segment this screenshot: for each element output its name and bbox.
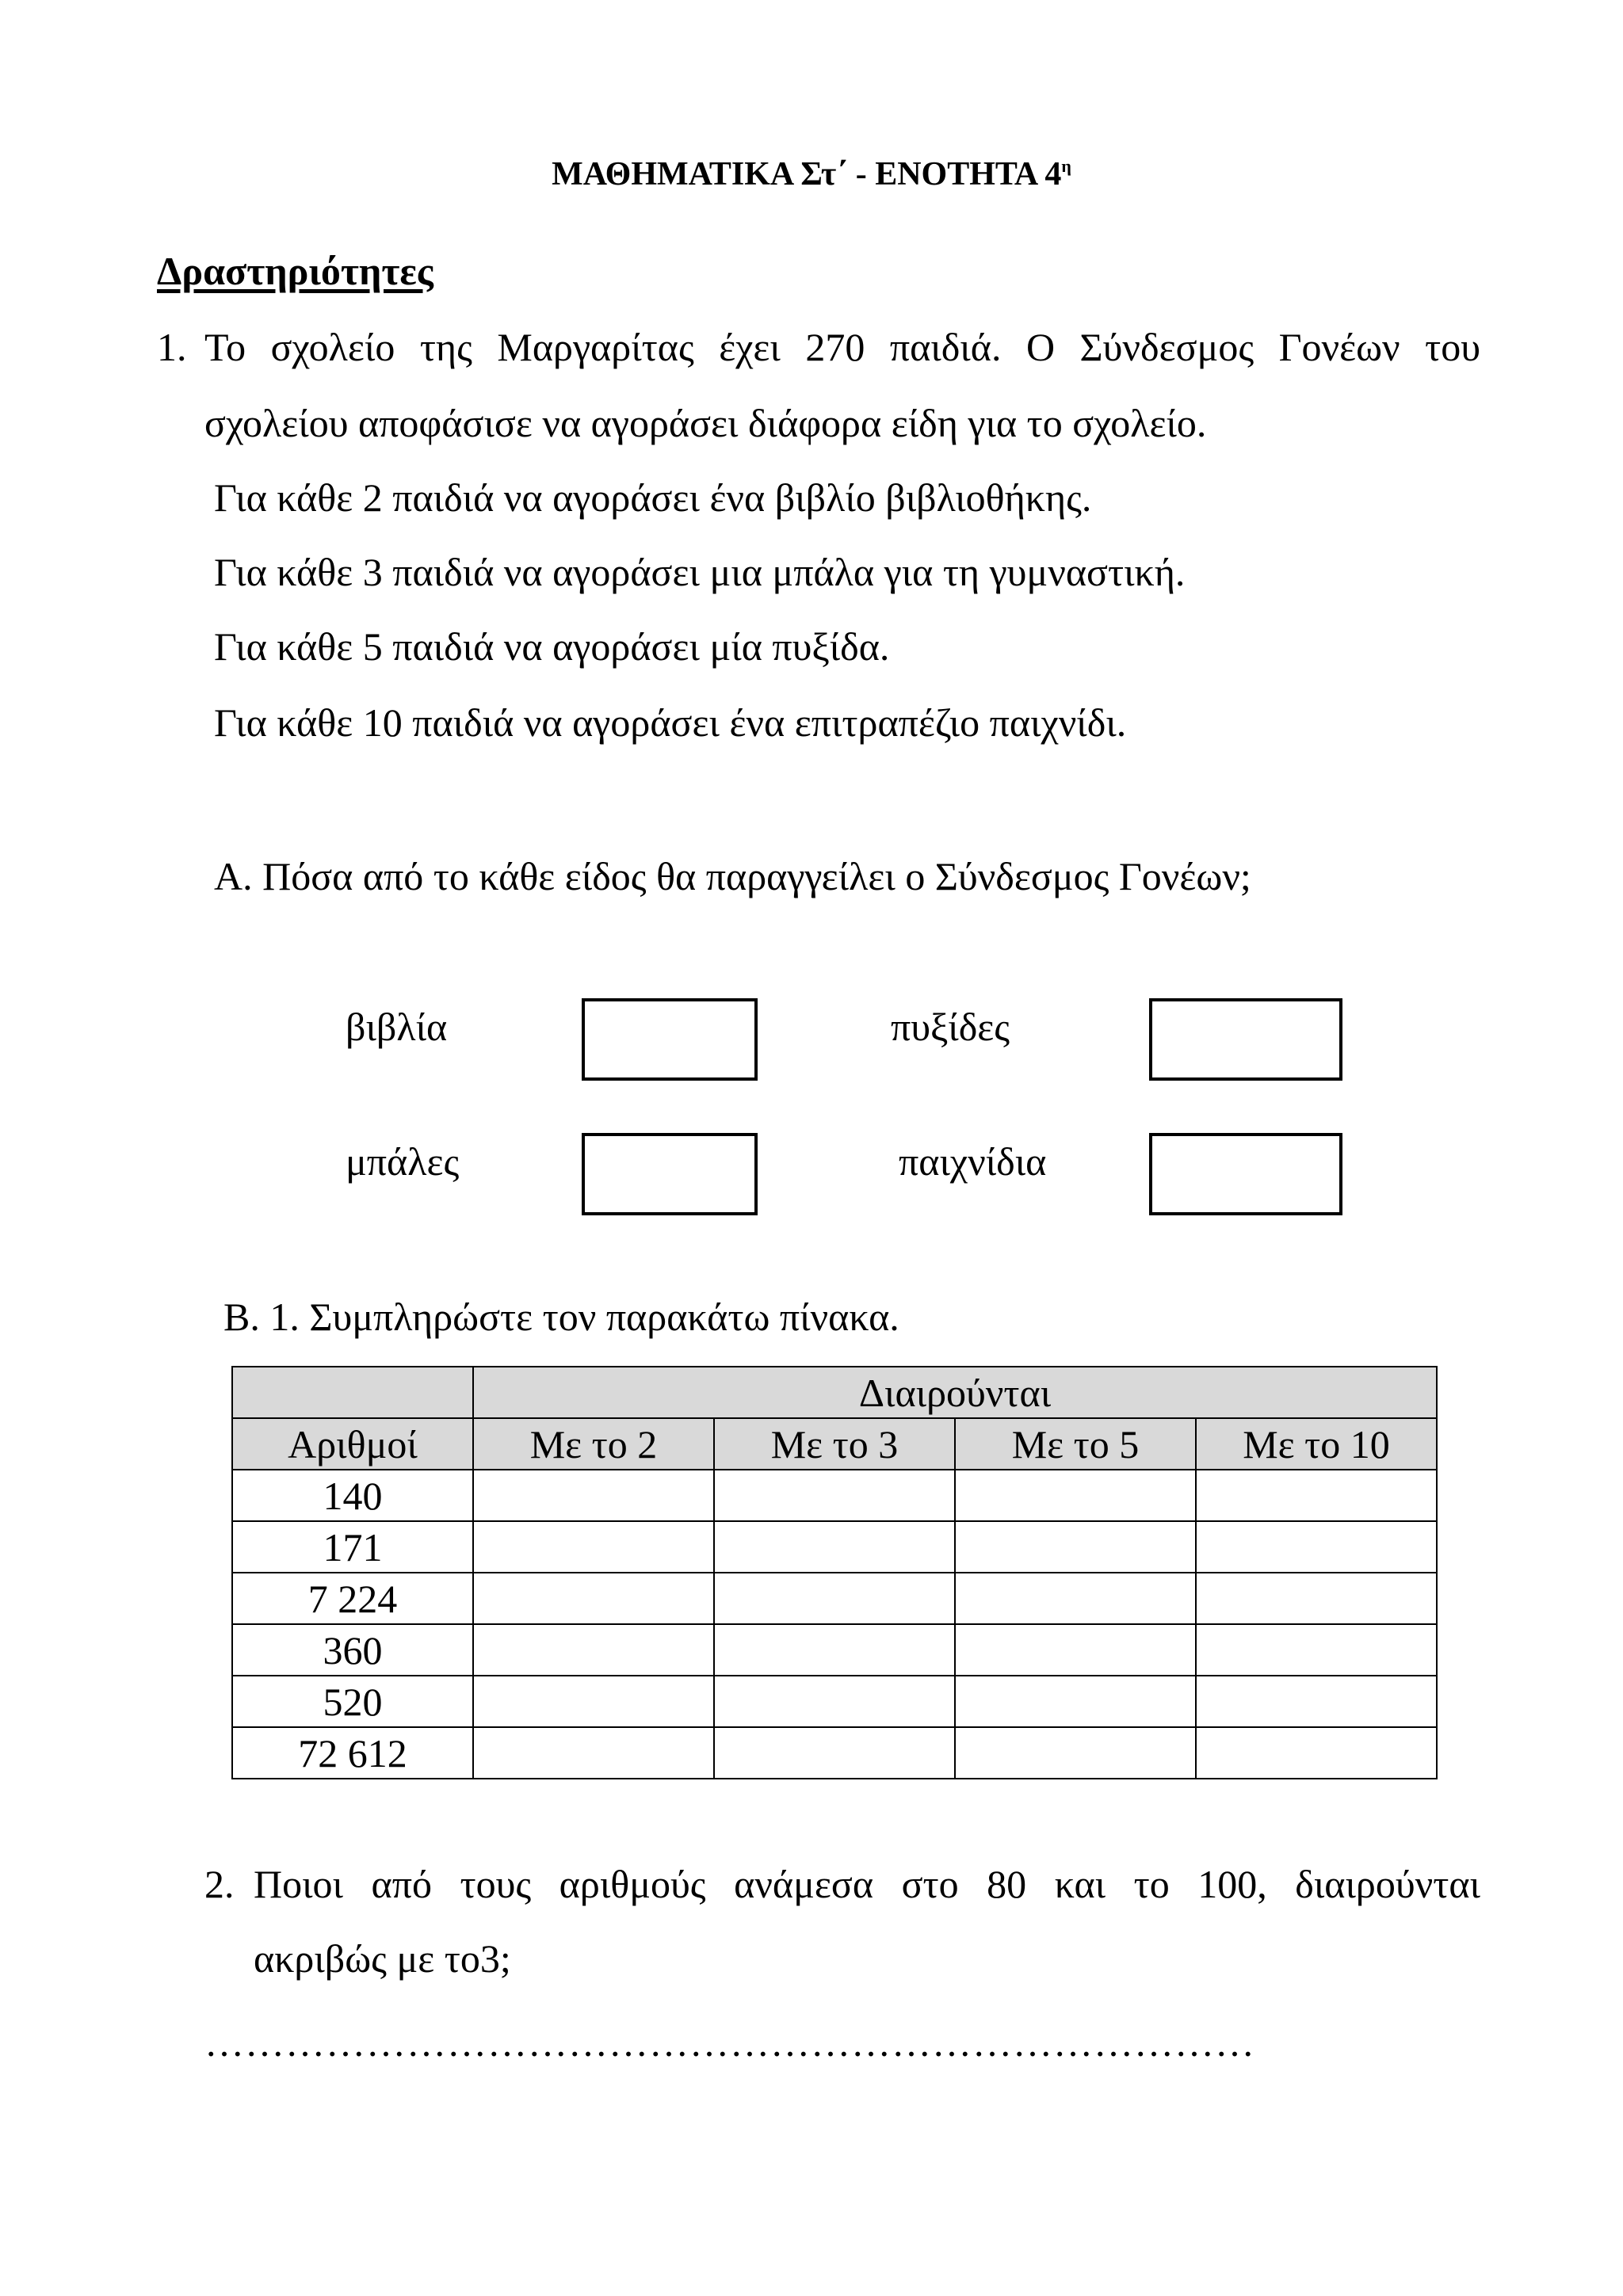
rule-item: Για κάθε 10 παιδιά να αγοράσει ένα επιτραπέζιο παιχνίδι. bbox=[214, 700, 1127, 745]
table-answer-cell[interactable] bbox=[714, 1727, 955, 1779]
page-title-superscript: η bbox=[1061, 156, 1071, 176]
question-2-line-2: ακριβώς με το3; bbox=[254, 1936, 511, 1981]
table-row bbox=[232, 1676, 1437, 1727]
question-1-line-1: Το σχολείο της Μαργαρίτας έχει 270 παιδιά. Ο Σύνδεσμος Γονέων του bbox=[204, 325, 1480, 369]
table-row bbox=[232, 1727, 1437, 1779]
table-answer-cell[interactable] bbox=[714, 1624, 955, 1676]
table-row bbox=[232, 1470, 1437, 1521]
table-answer-cell[interactable] bbox=[955, 1727, 1196, 1779]
table-answer-cell[interactable] bbox=[714, 1676, 955, 1727]
table-column-header: Με το 3 bbox=[714, 1418, 955, 1470]
table-column-header: Με το 10 bbox=[1196, 1418, 1437, 1470]
games-label: παιχνίδια bbox=[899, 1139, 1047, 1184]
table-answer-cell[interactable] bbox=[955, 1624, 1196, 1676]
table-answer-cell[interactable] bbox=[1196, 1676, 1437, 1727]
table-corner-cell bbox=[232, 1367, 473, 1418]
table-answer-cell[interactable] bbox=[473, 1624, 714, 1676]
table-number-cell: 7 224 bbox=[232, 1573, 473, 1624]
question-1-line-2: σχολείου αποφάσισε να αγοράσει διάφορα είδη για το σχολείο. bbox=[204, 401, 1207, 445]
table-row-header: Αριθμοί bbox=[232, 1418, 473, 1470]
table-number-cell: 72 612 bbox=[232, 1727, 473, 1779]
rule-item: Για κάθε 5 παιδιά να αγοράσει μία πυξίδα. bbox=[214, 624, 890, 669]
books-answer-box[interactable] bbox=[582, 998, 758, 1081]
compasses-label: πυξίδες bbox=[891, 1005, 1010, 1049]
part-b-instruction: Β. 1. Συμπληρώστε τον παρακάτω πίνακα. bbox=[223, 1295, 899, 1339]
balls-answer-box[interactable] bbox=[582, 1133, 758, 1215]
table-answer-cell[interactable] bbox=[955, 1676, 1196, 1727]
table-answer-cell[interactable] bbox=[1196, 1521, 1437, 1573]
compasses-answer-box[interactable] bbox=[1149, 998, 1342, 1081]
table-answer-cell[interactable] bbox=[1196, 1624, 1437, 1676]
section-heading: Δραστηριότητες bbox=[157, 249, 433, 293]
table-answer-cell[interactable] bbox=[714, 1470, 955, 1521]
table-answer-cell[interactable] bbox=[473, 1676, 714, 1727]
rule-item: Για κάθε 3 παιδιά να αγοράσει μια μπάλα για τη γυμναστική. bbox=[214, 550, 1186, 594]
table-answer-cell[interactable] bbox=[473, 1727, 714, 1779]
question-1-number: 1. bbox=[157, 325, 187, 369]
table-answer-cell[interactable] bbox=[473, 1573, 714, 1624]
balls-label: μπάλες bbox=[346, 1139, 460, 1184]
table-answer-cell[interactable] bbox=[1196, 1573, 1437, 1624]
table-answer-cell[interactable] bbox=[955, 1521, 1196, 1573]
table-group-header-row bbox=[232, 1367, 1437, 1418]
table-number-cell: 520 bbox=[232, 1676, 473, 1727]
table-number-cell: 360 bbox=[232, 1624, 473, 1676]
games-answer-box[interactable] bbox=[1149, 1133, 1342, 1215]
table-answer-cell[interactable] bbox=[714, 1573, 955, 1624]
table-answer-cell[interactable] bbox=[1196, 1727, 1437, 1779]
table-answer-cell[interactable] bbox=[473, 1521, 714, 1573]
table-answer-cell[interactable] bbox=[473, 1470, 714, 1521]
table-group-header: Διαιρούνται bbox=[473, 1367, 1437, 1418]
table-row bbox=[232, 1521, 1437, 1573]
question-2-line-1: Ποιοι από τους αριθμούς ανάμεσα στο 80 και το 100, διαιρούνται bbox=[254, 1862, 1480, 1906]
part-a-question: Α. Πόσα από το κάθε είδος θα παραγγείλει ο Σύνδεσμος Γονέων; bbox=[214, 854, 1251, 898]
table-row bbox=[232, 1573, 1437, 1624]
table-answer-cell[interactable] bbox=[955, 1573, 1196, 1624]
divisibility-table bbox=[231, 1366, 1438, 1779]
rule-item: Για κάθε 2 παιδιά να αγοράσει ένα βιβλίο βιβλιοθήκης. bbox=[214, 475, 1092, 520]
page-title bbox=[0, 155, 1623, 193]
table-answer-cell[interactable] bbox=[1196, 1470, 1437, 1521]
books-label: βιβλία bbox=[346, 1005, 448, 1049]
page-title-text: ΜΑΘΗΜΑΤΙΚΑ Στ΄ - ΕΝΟΤΗΤΑ 4 bbox=[552, 156, 1062, 193]
table-answer-cell[interactable] bbox=[714, 1521, 955, 1573]
table-answer-cell[interactable] bbox=[955, 1470, 1196, 1521]
table-row bbox=[232, 1624, 1437, 1676]
answer-dotted-line[interactable]: …………………………………………………………………… bbox=[204, 2020, 1255, 2065]
table-column-header: Με το 5 bbox=[955, 1418, 1196, 1470]
question-2-number: 2. bbox=[204, 1862, 235, 1906]
table-header-row bbox=[232, 1418, 1437, 1470]
table-number-cell: 171 bbox=[232, 1521, 473, 1573]
table-column-header: Με το 2 bbox=[473, 1418, 714, 1470]
table-number-cell: 140 bbox=[232, 1470, 473, 1521]
